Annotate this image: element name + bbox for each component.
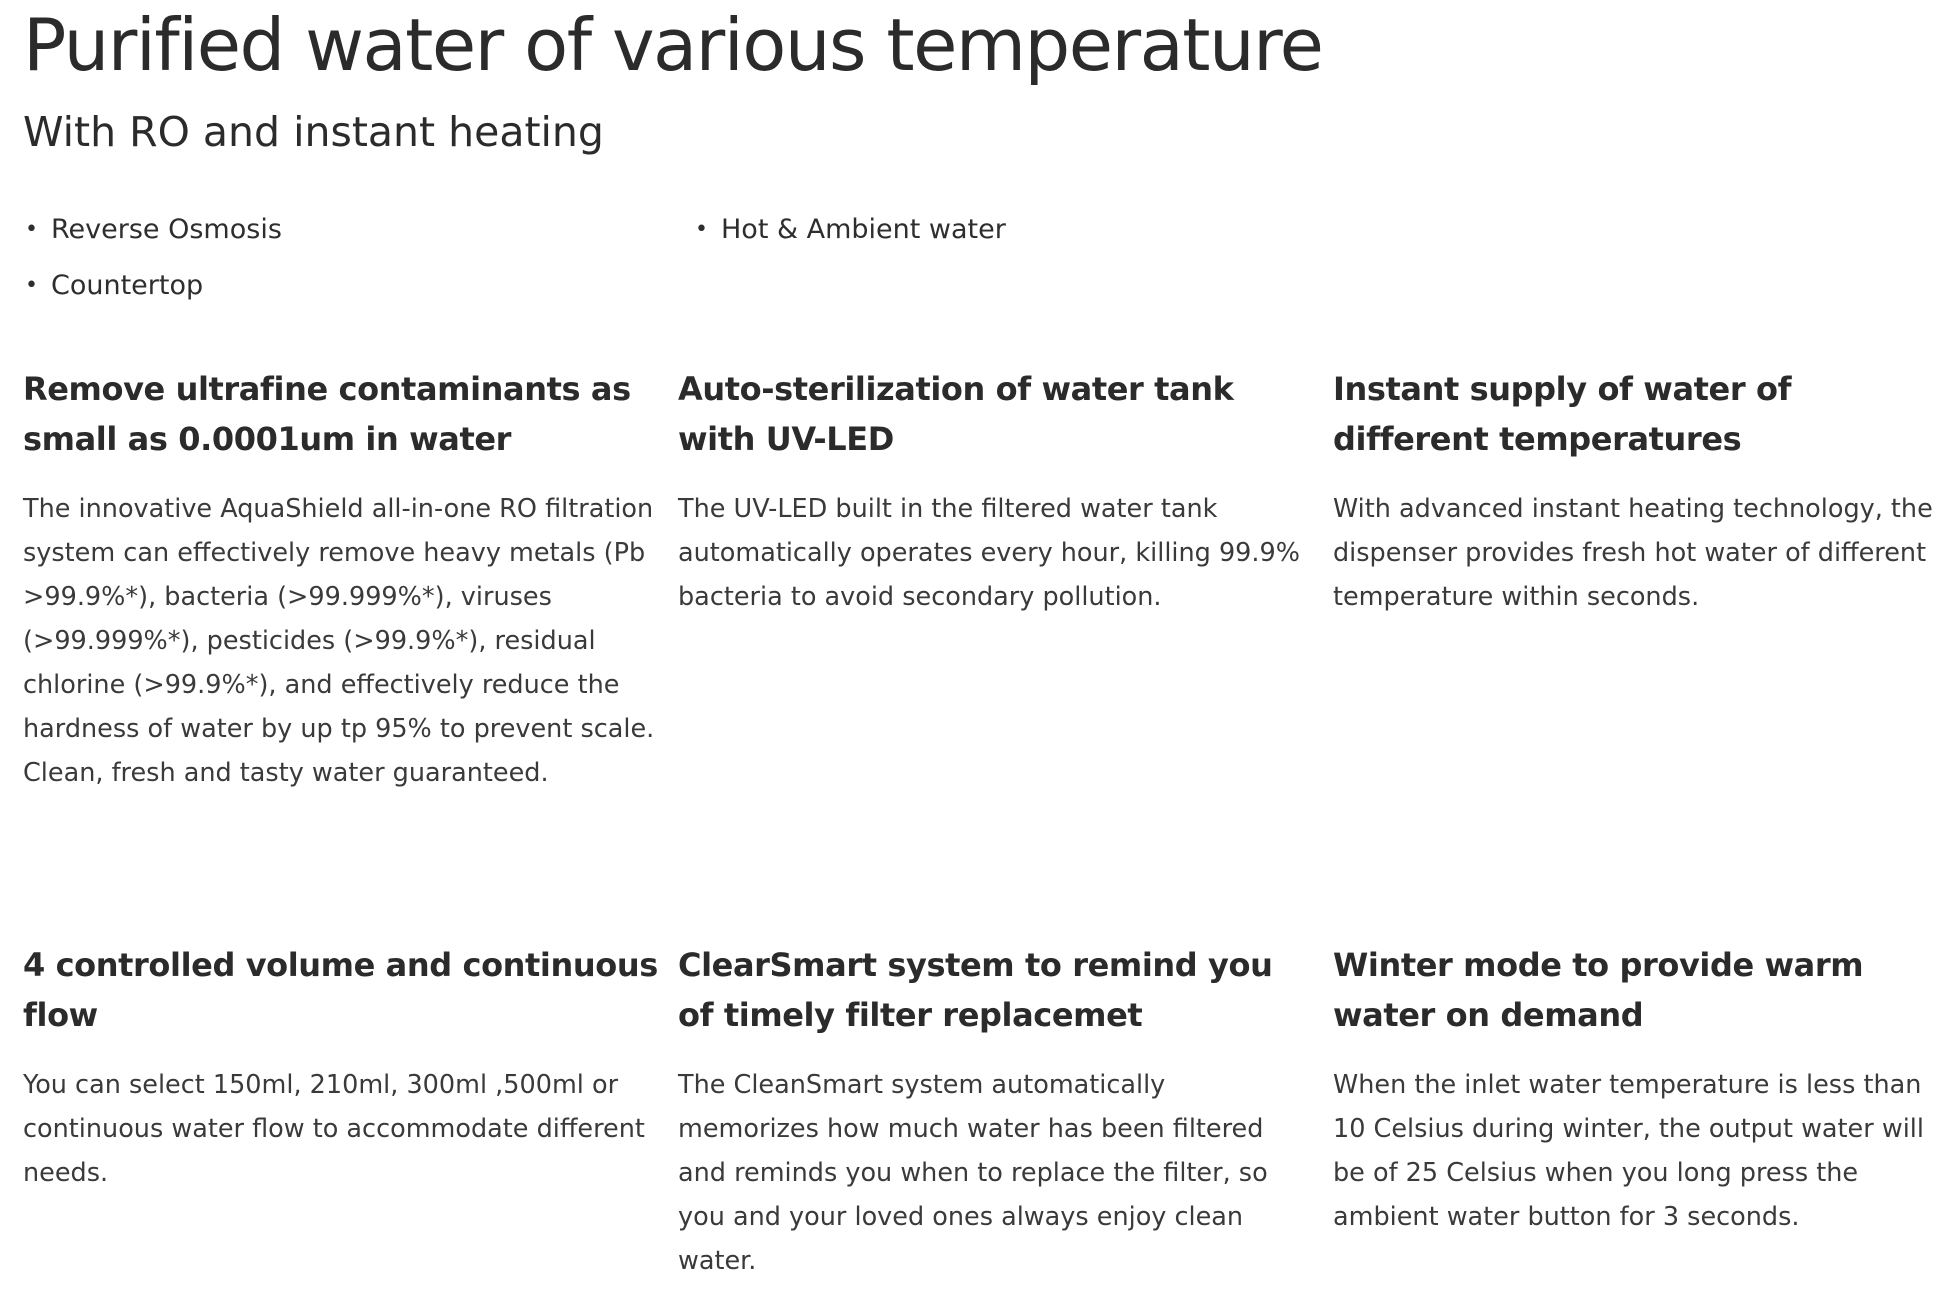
feature-title: Winter mode to provide warm water on demand (1333, 946, 1864, 1034)
feature-title: 4 controlled volume and continuous flow (23, 946, 658, 1034)
highlight-label: Reverse Osmosis (51, 214, 282, 245)
list-item (23, 212, 693, 248)
page-title: Purified water of various temperature (23, 3, 1323, 87)
bullet-icon: • (695, 217, 708, 242)
feature-title: ClearSmart system to remind you of timely filter replacemet (678, 946, 1273, 1034)
feature-description: The innovative AquaShield all-in-one RO filtration system can effectively remove heavy metals (Pb >99.9%*), bacteria (>99.999%*), viruses (>99.999%*), pesticides (>99.9%*), residual chlorine (>99.9%*), and effectively reduce the hardness of water by up tp 95% to prevent scale. Clean, fresh and tasty water guaranteed. (23, 494, 655, 788)
feature-card (23, 940, 678, 1283)
bullet-icon: • (25, 217, 38, 242)
feature-title: Auto-sterilization of water tank with UV-LED (678, 370, 1234, 458)
bullet-icon: • (25, 273, 38, 298)
list-item (23, 268, 693, 304)
feature-grid (23, 364, 1957, 1283)
page-subtitle: With RO and instant heating (23, 108, 604, 156)
highlights-list (23, 212, 1343, 304)
feature-description: When the inlet water temperature is less than 10 Celsius during winter, the output water will be of 25 Celsius when you long press the ambient water button for 3 seconds. (1333, 1070, 1924, 1232)
feature-card (23, 364, 678, 940)
feature-card (1333, 940, 1953, 1283)
feature-title: Instant supply of water of different temperatures (1333, 370, 1792, 458)
feature-description: You can select 150ml, 210ml, 300ml ,500ml or continuous water flow to accommodate different needs. (23, 1070, 645, 1188)
feature-card (678, 940, 1333, 1283)
feature-description: The CleanSmart system automatically memorizes how much water has been filtered and reminds you when to replace the filter, so you and your loved ones always enjoy clean water. (678, 1070, 1268, 1276)
highlight-label: Hot & Ambient water (721, 214, 1006, 245)
feature-description: The UV-LED built in the filtered water tank automatically operates every hour, killing 99.9% bacteria to avoid secondary pollution. (678, 494, 1300, 612)
feature-description: With advanced instant heating technology, the dispenser provides fresh hot water of different temperature within seconds. (1333, 494, 1933, 612)
highlight-label: Countertop (51, 270, 204, 301)
feature-title: Remove ultrafine contaminants as small as 0.0001um in water (23, 370, 631, 458)
feature-card (1333, 364, 1953, 940)
feature-card (678, 364, 1333, 940)
list-item (693, 212, 1343, 248)
